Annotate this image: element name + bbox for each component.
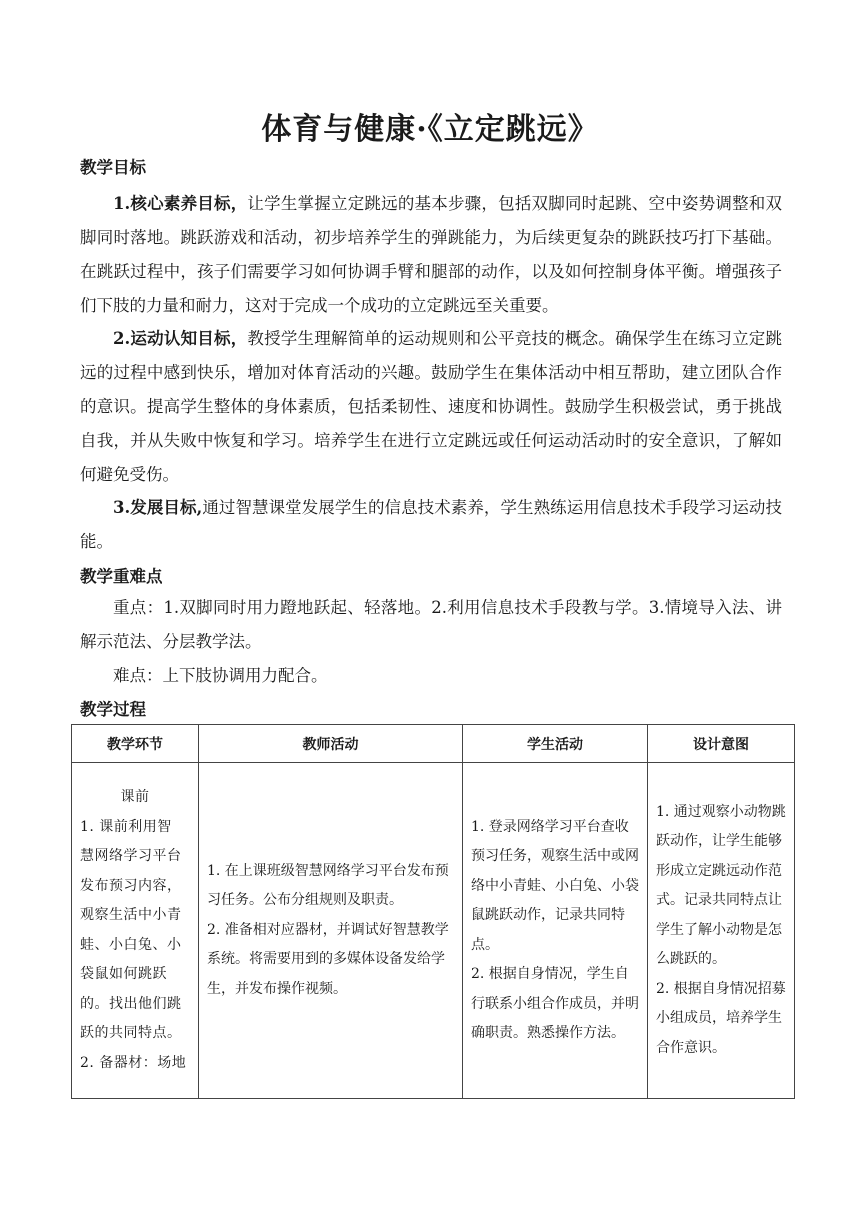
design-intent-cell <box>648 763 795 1099</box>
objective-1 <box>80 187 782 323</box>
teacher-activity-cell <box>199 763 463 1099</box>
objective-2-label: 2.运动认知目标， <box>113 329 248 348</box>
stage-line: 跃的共同特点。 <box>80 1025 182 1041</box>
stage-title: 课前 <box>120 789 150 805</box>
key-points-difficulty: 难点：上下肢协调用力配合。 <box>113 666 328 685</box>
stage-line: 蛙、小白兔、小 <box>80 936 182 953</box>
objectives-heading: 教学目标 <box>80 158 146 177</box>
stage-line: 2. 备器材：场地 <box>80 1054 187 1071</box>
stage-line: 袋鼠如何跳跃 <box>80 966 167 982</box>
table-row <box>72 763 795 1099</box>
student-activity-2: 2. 根据自身情况，学生自行联系小组合作成员，并明确职责。熟悉操作方法。 <box>471 966 639 1041</box>
teacher-activity-2: 2. 准备相对应器材，并调试好智慧教学系统。将需要用到的多媒体设备发给学生，并发布操作视频。 <box>207 921 449 997</box>
objective-3 <box>80 491 782 559</box>
objective-1-text: 让学生掌握立定跳远的基本步骤，包括双脚同时起跳、空中姿势调整和双脚同时落地。跳跃游戏和活动，初步培养学生的弹跳能力，为后续更复杂的跳跃技巧打下基础。在跳跃过程中，孩子们需要学习如何协调手臂和腿部的动作，以及如何控制身体平衡。增强孩子们下肢的力量和耐力，这对于完成一个成功的立定跳远至关重要。 <box>80 194 782 315</box>
col-header-student: 学生活动 <box>463 725 648 763</box>
teacher-activity-1: 1. 在上课班级智慧网络学习平台发布预习任务。公布分组规则及职责。 <box>207 862 449 909</box>
table-header-row <box>72 725 795 763</box>
student-activity-cell <box>463 763 648 1099</box>
objective-3-label: 3.发展目标, <box>113 498 203 517</box>
document-title: 体育与健康·《立定跳远》 <box>261 112 599 147</box>
objective-2 <box>80 322 782 492</box>
design-intent-2: 2. 根据自身情况招募小组成员，培养学生合作意识。 <box>656 980 786 1056</box>
process-heading: 教学过程 <box>80 700 146 719</box>
col-header-teacher: 教师活动 <box>199 725 463 763</box>
objective-3-text: 通过智慧课堂发展学生的信息技术素养，学生熟练运用信息技术手段学习运动技能。 <box>80 498 782 551</box>
col-header-intent: 设计意图 <box>648 725 795 763</box>
objective-1-label: 1.核心素养目标， <box>113 194 248 213</box>
student-activity-1: 1. 登录网络学习平台查收预习任务，观察生活中或网络中小青蛙、小白兔、小袋鼠跳跃动作，记录共同特点。 <box>471 818 639 953</box>
stage-line: 发布预习内容， <box>80 877 182 894</box>
stage-line: 慧网络学习平台 <box>80 848 182 864</box>
stage-cell <box>72 763 199 1099</box>
lesson-process-table <box>71 724 795 1099</box>
key-points-focus: 重点：1.双脚同时用力蹬地跃起、轻落地。2.利用信息技术手段教与学。3.情境导入法、讲解示范法、分层教学法。 <box>80 598 782 651</box>
col-header-stage: 教学环节 <box>72 725 199 763</box>
stage-line: 1. 课前利用智 <box>80 818 172 835</box>
design-intent-1: 1. 通过观察小动物跳跃动作，让学生能够形成立定跳远动作范式。记录共同特点让学生了解小动物是怎么跳跃的。 <box>656 803 786 968</box>
stage-line: 观察生活中小青 <box>80 907 182 923</box>
key-points-heading: 教学重难点 <box>80 567 163 586</box>
objective-2-text: 教授学生理解简单的运动规则和公平竞技的概念。确保学生在练习立定跳远的过程中感到快乐，增加对体育活动的兴趣。鼓励学生在集体活动中相互帮助，建立团队合作的意识。提高学生整体的身体素质，包括柔韧性、速度和协调性。鼓励学生积极尝试，勇于挑战自我，并从失败中恢复和学习。培养学生在进行立定跳远或任何运动活动时的安全意识，了解如何避免受伤。 <box>80 329 782 484</box>
stage-line: 的。找出他们跳 <box>80 995 182 1012</box>
